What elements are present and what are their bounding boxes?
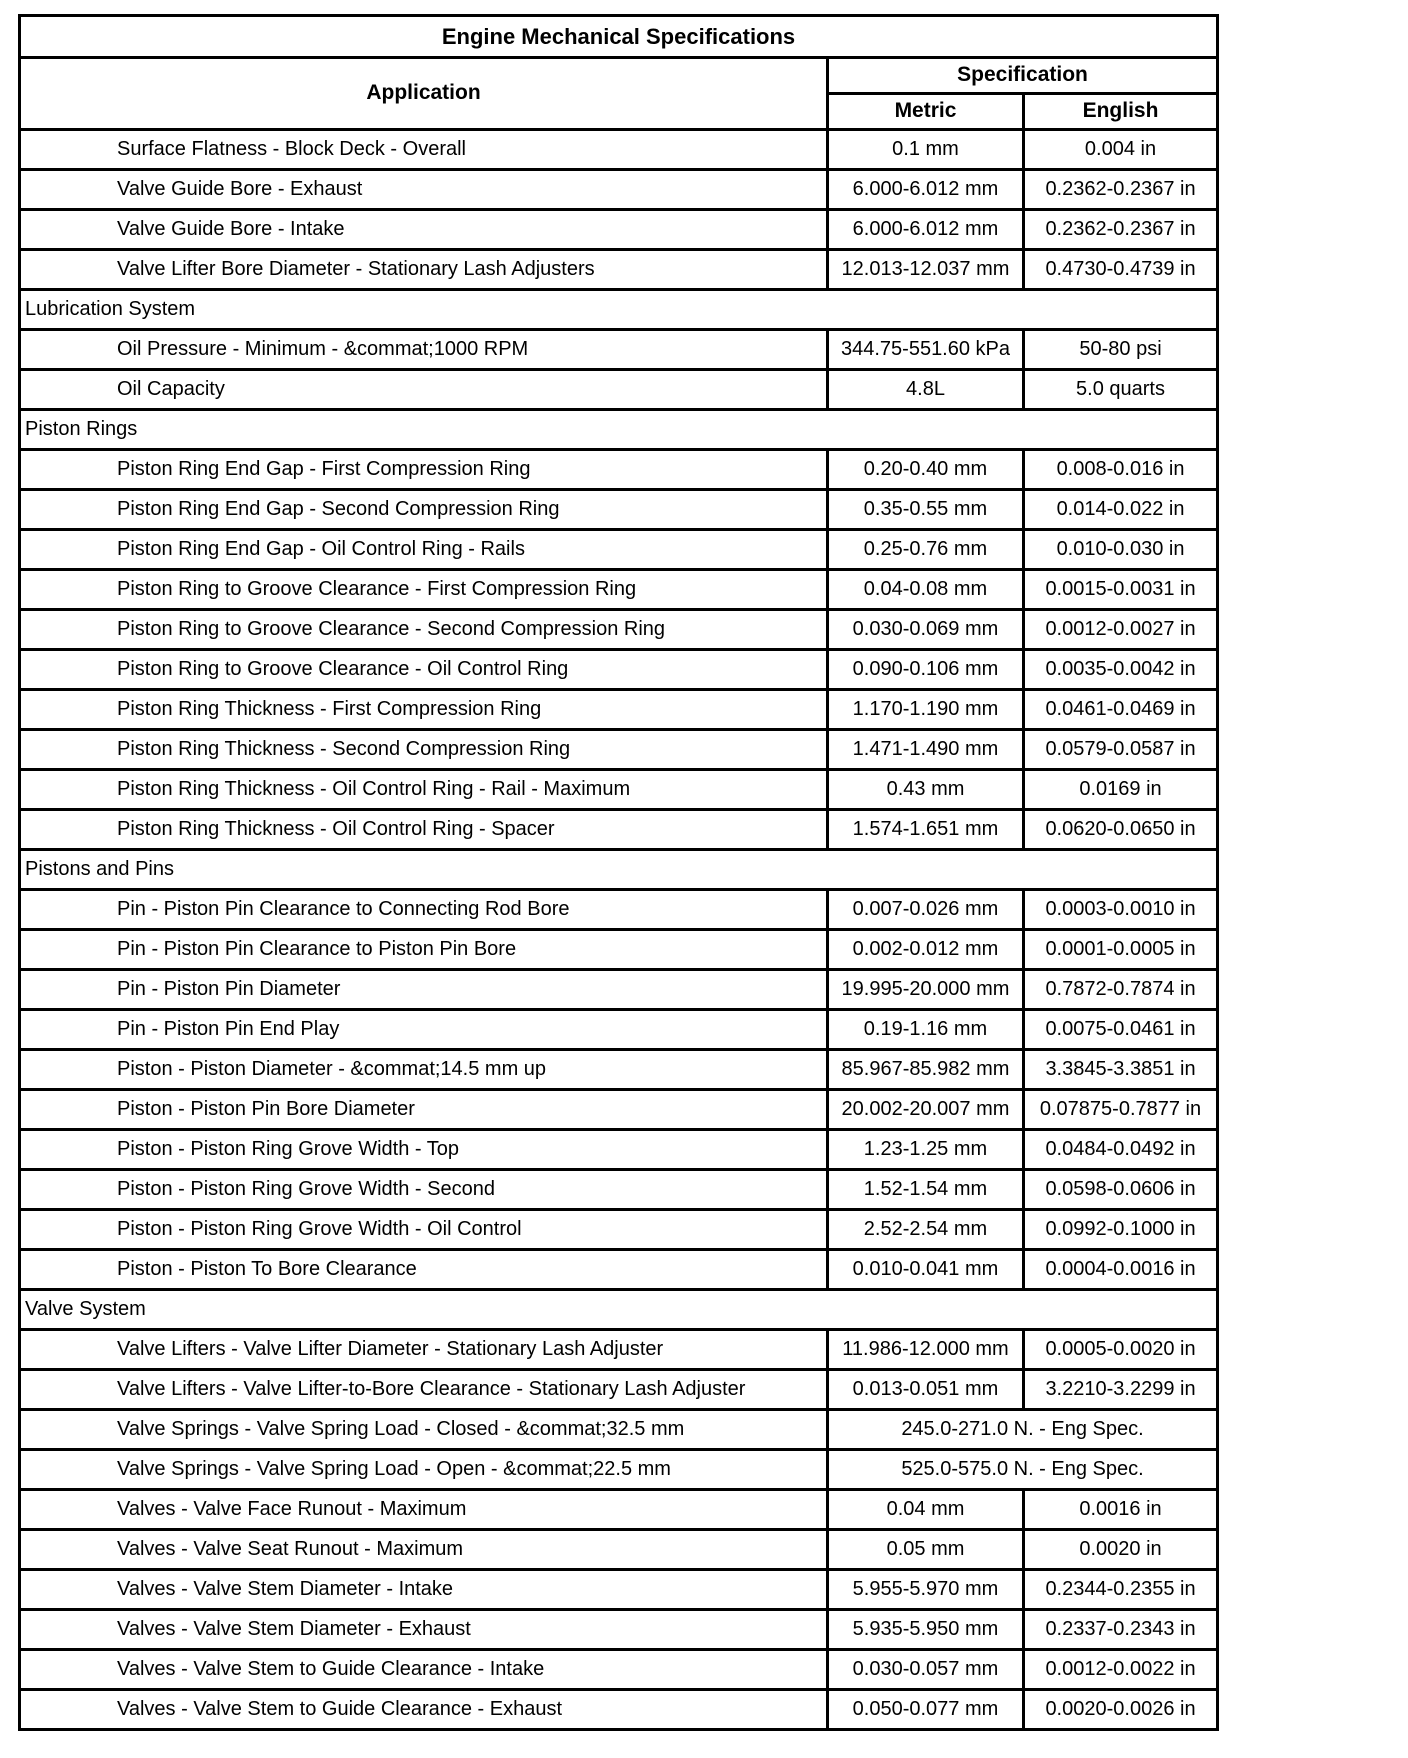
- application-header: Application: [20, 58, 828, 130]
- application-cell: Pin - Piston Pin Clearance to Connecting Rod Bore: [20, 890, 828, 930]
- table-row: [20, 330, 1218, 370]
- application-cell: Piston Ring End Gap - Second Compression Ring: [20, 490, 828, 530]
- table-row: [20, 130, 1218, 170]
- table-row: [20, 1130, 1218, 1170]
- application-cell: Piston - Piston Ring Grove Width - Top: [20, 1130, 828, 1170]
- application-cell: Piston Ring End Gap - Oil Control Ring - Rails: [20, 530, 828, 570]
- table-row: [20, 1170, 1218, 1210]
- english-cell: 0.004 in: [1024, 130, 1218, 170]
- application-cell: Piston - Piston To Bore Clearance: [20, 1250, 828, 1290]
- table-row: [20, 1650, 1218, 1690]
- spec-span-cell: 245.0-271.0 N. - Eng Spec.: [828, 1410, 1218, 1450]
- english-cell: 0.2362-0.2367 in: [1024, 210, 1218, 250]
- application-cell: Piston Ring End Gap - First Compression Ring: [20, 450, 828, 490]
- english-cell: 0.0075-0.0461 in: [1024, 1010, 1218, 1050]
- table-row: [20, 970, 1218, 1010]
- metric-cell: 12.013-12.037 mm: [828, 250, 1024, 290]
- application-cell: Valve Guide Bore - Exhaust: [20, 170, 828, 210]
- english-cell: 0.0484-0.0492 in: [1024, 1130, 1218, 1170]
- section-header: Pistons and Pins: [20, 850, 1218, 890]
- table-row: [20, 1370, 1218, 1410]
- english-cell: 0.0598-0.0606 in: [1024, 1170, 1218, 1210]
- table-row: [20, 690, 1218, 730]
- english-cell: 3.3845-3.3851 in: [1024, 1050, 1218, 1090]
- metric-cell: 1.170-1.190 mm: [828, 690, 1024, 730]
- metric-cell: 0.25-0.76 mm: [828, 530, 1024, 570]
- metric-cell: 2.52-2.54 mm: [828, 1210, 1024, 1250]
- table-row: [20, 730, 1218, 770]
- table-row: [20, 210, 1218, 250]
- english-cell: 0.0015-0.0031 in: [1024, 570, 1218, 610]
- metric-cell: 0.030-0.057 mm: [828, 1650, 1024, 1690]
- english-cell: 0.0005-0.0020 in: [1024, 1330, 1218, 1370]
- english-cell: 0.0012-0.0027 in: [1024, 610, 1218, 650]
- metric-cell: 344.75-551.60 kPa: [828, 330, 1024, 370]
- metric-cell: 19.995-20.000 mm: [828, 970, 1024, 1010]
- table-row: [20, 170, 1218, 210]
- metric-cell: 0.35-0.55 mm: [828, 490, 1024, 530]
- application-cell: Piston Ring to Groove Clearance - First Compression Ring: [20, 570, 828, 610]
- application-cell: Valves - Valve Stem to Guide Clearance - Intake: [20, 1650, 828, 1690]
- specification-header: Specification: [828, 58, 1218, 94]
- english-cell: 0.2337-0.2343 in: [1024, 1610, 1218, 1650]
- table-row: [20, 1090, 1218, 1130]
- application-cell: Valves - Valve Face Runout - Maximum: [20, 1490, 828, 1530]
- table-row: [20, 370, 1218, 410]
- metric-cell: 0.013-0.051 mm: [828, 1370, 1024, 1410]
- table-row: [20, 1330, 1218, 1370]
- english-cell: 0.0020 in: [1024, 1530, 1218, 1570]
- table-row: [20, 1450, 1218, 1490]
- metric-cell: 0.43 mm: [828, 770, 1024, 810]
- metric-cell: 6.000-6.012 mm: [828, 210, 1024, 250]
- english-cell: 0.7872-0.7874 in: [1024, 970, 1218, 1010]
- metric-cell: 0.05 mm: [828, 1530, 1024, 1570]
- table-row: [20, 1410, 1218, 1450]
- table-row: [20, 1010, 1218, 1050]
- application-cell: Piston Ring Thickness - First Compression Ring: [20, 690, 828, 730]
- english-cell: 0.0992-0.1000 in: [1024, 1210, 1218, 1250]
- metric-cell: 0.007-0.026 mm: [828, 890, 1024, 930]
- metric-cell: 0.090-0.106 mm: [828, 650, 1024, 690]
- table-row: [20, 770, 1218, 810]
- english-cell: 3.2210-3.2299 in: [1024, 1370, 1218, 1410]
- table-row: [20, 490, 1218, 530]
- metric-cell: 85.967-85.982 mm: [828, 1050, 1024, 1090]
- application-cell: Piston - Piston Ring Grove Width - Second: [20, 1170, 828, 1210]
- application-cell: Pin - Piston Pin Clearance to Piston Pin Bore: [20, 930, 828, 970]
- metric-cell: 0.1 mm: [828, 130, 1024, 170]
- section-header-row: [20, 290, 1218, 330]
- english-cell: 0.4730-0.4739 in: [1024, 250, 1218, 290]
- english-cell: 0.0004-0.0016 in: [1024, 1250, 1218, 1290]
- spec-span-cell: 525.0-575.0 N. - Eng Spec.: [828, 1450, 1218, 1490]
- english-cell: 0.0620-0.0650 in: [1024, 810, 1218, 850]
- table-row: [20, 1050, 1218, 1090]
- application-cell: Valves - Valve Stem Diameter - Exhaust: [20, 1610, 828, 1650]
- application-cell: Piston Ring Thickness - Oil Control Ring - Rail - Maximum: [20, 770, 828, 810]
- header-row-1: [20, 58, 1218, 94]
- section-header: Piston Rings: [20, 410, 1218, 450]
- application-cell: Valve Lifters - Valve Lifter-to-Bore Clearance - Stationary Lash Adjuster: [20, 1370, 828, 1410]
- metric-cell: 0.002-0.012 mm: [828, 930, 1024, 970]
- table-row: [20, 250, 1218, 290]
- application-cell: Surface Flatness - Block Deck - Overall: [20, 130, 828, 170]
- metric-cell: 0.04 mm: [828, 1490, 1024, 1530]
- metric-cell: 11.986-12.000 mm: [828, 1330, 1024, 1370]
- section-header: Valve System: [20, 1290, 1218, 1330]
- table-row: [20, 1570, 1218, 1610]
- section-header: Lubrication System: [20, 290, 1218, 330]
- metric-cell: 0.030-0.069 mm: [828, 610, 1024, 650]
- english-cell: 50-80 psi: [1024, 330, 1218, 370]
- english-cell: 0.0169 in: [1024, 770, 1218, 810]
- application-cell: Oil Pressure - Minimum - &commat;1000 RPM: [20, 330, 828, 370]
- application-cell: Pin - Piston Pin Diameter: [20, 970, 828, 1010]
- table-row: [20, 530, 1218, 570]
- english-cell: 0.0012-0.0022 in: [1024, 1650, 1218, 1690]
- table-row: [20, 1210, 1218, 1250]
- english-cell: 0.010-0.030 in: [1024, 530, 1218, 570]
- application-cell: Pin - Piston Pin End Play: [20, 1010, 828, 1050]
- metric-cell: 4.8L: [828, 370, 1024, 410]
- metric-cell: 0.050-0.077 mm: [828, 1690, 1024, 1730]
- application-cell: Valve Springs - Valve Spring Load - Closed - &commat;32.5 mm: [20, 1410, 828, 1450]
- english-cell: 0.0016 in: [1024, 1490, 1218, 1530]
- table-row: [20, 1690, 1218, 1730]
- application-cell: Piston - Piston Diameter - &commat;14.5 mm up: [20, 1050, 828, 1090]
- table-row: [20, 1250, 1218, 1290]
- table-row: [20, 810, 1218, 850]
- application-cell: Piston - Piston Ring Grove Width - Oil Control: [20, 1210, 828, 1250]
- section-header-row: [20, 410, 1218, 450]
- table-row: [20, 1530, 1218, 1570]
- section-header-row: [20, 1290, 1218, 1330]
- metric-header: Metric: [828, 94, 1024, 130]
- english-header: English: [1024, 94, 1218, 130]
- metric-cell: 1.52-1.54 mm: [828, 1170, 1024, 1210]
- title-row: [20, 16, 1218, 58]
- application-cell: Piston Ring Thickness - Oil Control Ring - Spacer: [20, 810, 828, 850]
- metric-cell: 1.23-1.25 mm: [828, 1130, 1024, 1170]
- english-cell: 0.07875-0.7877 in: [1024, 1090, 1218, 1130]
- application-cell: Piston Ring Thickness - Second Compression Ring: [20, 730, 828, 770]
- metric-cell: 20.002-20.007 mm: [828, 1090, 1024, 1130]
- metric-cell: 1.471-1.490 mm: [828, 730, 1024, 770]
- metric-cell: 0.04-0.08 mm: [828, 570, 1024, 610]
- spec-table-body: [20, 130, 1218, 1730]
- table-row: [20, 1490, 1218, 1530]
- english-cell: 0.0020-0.0026 in: [1024, 1690, 1218, 1730]
- metric-cell: 5.935-5.950 mm: [828, 1610, 1024, 1650]
- table-title: Engine Mechanical Specifications: [20, 16, 1218, 58]
- english-cell: 0.014-0.022 in: [1024, 490, 1218, 530]
- application-cell: Valves - Valve Stem Diameter - Intake: [20, 1570, 828, 1610]
- table-row: [20, 610, 1218, 650]
- table-row: [20, 450, 1218, 490]
- application-cell: Valve Guide Bore - Intake: [20, 210, 828, 250]
- metric-cell: 1.574-1.651 mm: [828, 810, 1024, 850]
- english-cell: 0.2362-0.2367 in: [1024, 170, 1218, 210]
- english-cell: 0.0579-0.0587 in: [1024, 730, 1218, 770]
- application-cell: Piston Ring to Groove Clearance - Oil Control Ring: [20, 650, 828, 690]
- application-cell: Valves - Valve Stem to Guide Clearance - Exhaust: [20, 1690, 828, 1730]
- application-cell: Valves - Valve Seat Runout - Maximum: [20, 1530, 828, 1570]
- english-cell: 0.2344-0.2355 in: [1024, 1570, 1218, 1610]
- application-cell: Valve Lifter Bore Diameter - Stationary Lash Adjusters: [20, 250, 828, 290]
- metric-cell: 0.010-0.041 mm: [828, 1250, 1024, 1290]
- metric-cell: 0.19-1.16 mm: [828, 1010, 1024, 1050]
- table-row: [20, 570, 1218, 610]
- table-row: [20, 650, 1218, 690]
- english-cell: 5.0 quarts: [1024, 370, 1218, 410]
- metric-cell: 0.20-0.40 mm: [828, 450, 1024, 490]
- english-cell: 0.0001-0.0005 in: [1024, 930, 1218, 970]
- engine-specs-table: [18, 14, 1219, 1731]
- section-header-row: [20, 850, 1218, 890]
- application-cell: Oil Capacity: [20, 370, 828, 410]
- english-cell: 0.0003-0.0010 in: [1024, 890, 1218, 930]
- table-row: [20, 1610, 1218, 1650]
- english-cell: 0.0461-0.0469 in: [1024, 690, 1218, 730]
- english-cell: 0.008-0.016 in: [1024, 450, 1218, 490]
- english-cell: 0.0035-0.0042 in: [1024, 650, 1218, 690]
- table-row: [20, 890, 1218, 930]
- application-cell: Piston Ring to Groove Clearance - Second Compression Ring: [20, 610, 828, 650]
- table-row: [20, 930, 1218, 970]
- metric-cell: 5.955-5.970 mm: [828, 1570, 1024, 1610]
- application-cell: Valve Lifters - Valve Lifter Diameter - Stationary Lash Adjuster: [20, 1330, 828, 1370]
- application-cell: Piston - Piston Pin Bore Diameter: [20, 1090, 828, 1130]
- application-cell: Valve Springs - Valve Spring Load - Open - &commat;22.5 mm: [20, 1450, 828, 1490]
- metric-cell: 6.000-6.012 mm: [828, 170, 1024, 210]
